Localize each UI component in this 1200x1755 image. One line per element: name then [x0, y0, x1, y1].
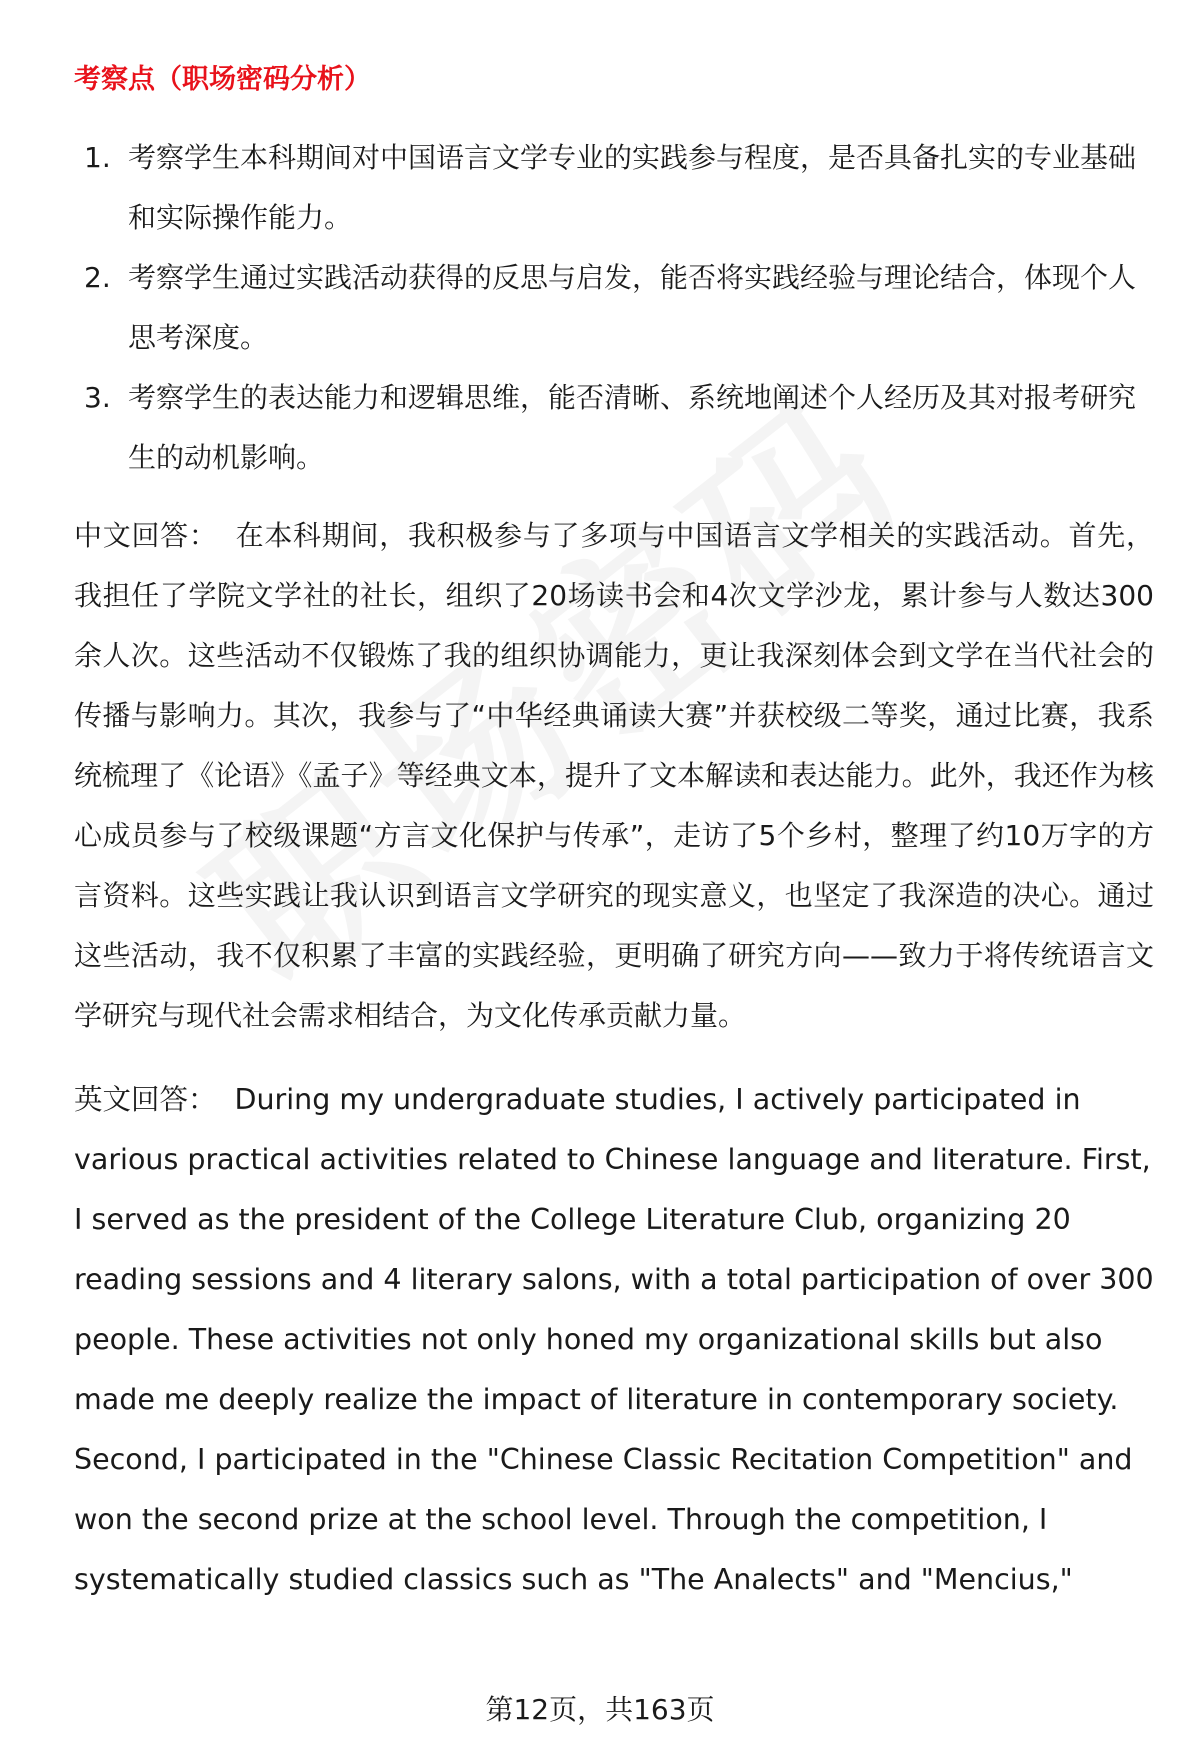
point-text: 考察学生本科期间对中国语言文学专业的实践参与程度，是否具备扎实的专业基础和实际操作能力。 [128, 141, 1137, 234]
point-item [74, 128, 1154, 248]
page-content [74, 50, 1154, 1610]
point-text: 考察学生的表达能力和逻辑思维，能否清晰、系统地阐述个人经历及其对报考研究生的动机影响。 [128, 381, 1137, 474]
point-item [74, 368, 1154, 488]
page-footer: 第12页，共163页 [485, 1693, 715, 1726]
points-list [74, 128, 1154, 488]
chinese-answer-label: 中文回答： [74, 519, 218, 552]
point-number: 2. [84, 261, 111, 294]
chinese-answer-text: 在本科期间，我积极参与了多项与中国语言文学相关的实践活动。首先，我担任了学院文学社的社长，组织了20场读书会和4次文学沙龙，累计参与人数达300余人次。这些活动不仅锻炼了我的组织协调能力，更让我深刻体会到文学在当代社会的传播与影响力。其次，我参与了“中华经典诵读大赛”并获校级二等奖，通过比赛，我系统梳理了《论语》《孟子》等经典文本，提升了文本解读和表达能力。此外，我还作为核心成员参与了校级课题“方言文化保护与传承”，走访了5个乡村，整理了约10万字的方言资料。这些实践让我认识到语言文学研究的现实意义，也坚定了我深造的决心。通过这些活动，我不仅积累了丰富的实践经验，更明确了研究方向——致力于将传统语言文学研究与现代社会需求相结合，为文化传承贡献力量。 [74, 519, 1154, 1032]
english-answer-text: During my undergraduate studies, I actively participated in various practical activities related to Chinese language and literature. First, I served as the president of the College Literature Club, organizing 20 reading sessions and 4 literary salons, with a total participation of over 300 people. These activities not only honed my organizational skills but also made me deeply realize the impact of literature in contemporary society. Second, I participated in the "Chinese Classic Recitation Competition" and won the second prize at the school level. Through the competition, I systematically studied classics such as "The Analects" and "Mencius," [74, 1083, 1154, 1596]
english-answer-label: 英文回答： [74, 1083, 217, 1116]
point-item [74, 248, 1154, 368]
english-answer [74, 1070, 1154, 1610]
point-text: 考察学生通过实践活动获得的反思与启发，能否将实践经验与理论结合，体现个人思考深度。 [128, 261, 1137, 354]
section-title: 考察点（职场密码分析） [74, 64, 371, 95]
point-number: 3. [84, 381, 111, 414]
point-number: 1. [84, 141, 111, 174]
chinese-answer [74, 506, 1154, 1046]
